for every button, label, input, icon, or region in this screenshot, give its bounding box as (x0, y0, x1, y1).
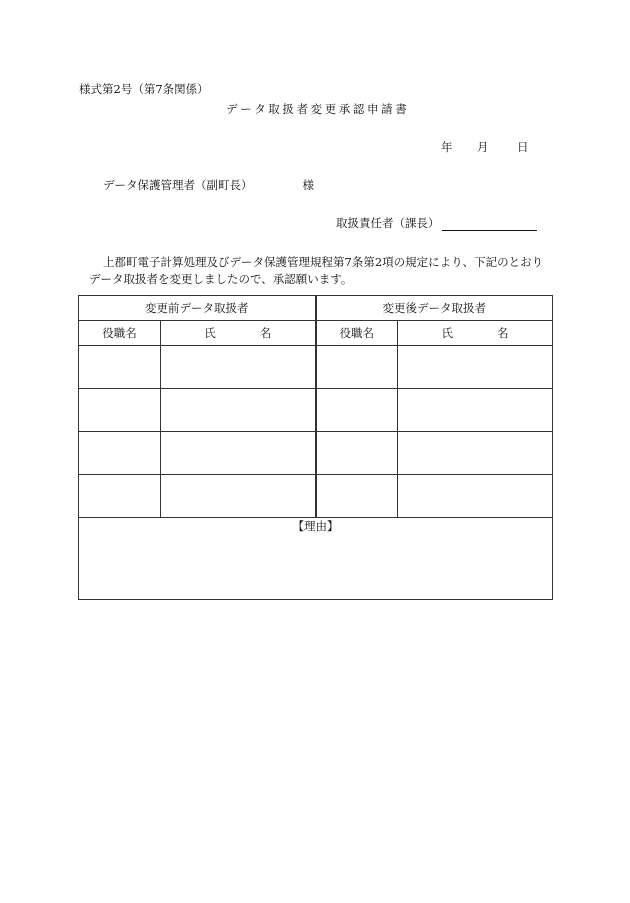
document-title: データ取扱者変更承認申請書 (226, 102, 410, 116)
reason-label: 【理由】 (292, 519, 339, 533)
before-position-cell[interactable] (79, 346, 161, 389)
after-name-cell[interactable] (398, 432, 553, 475)
table-subheader-row (79, 321, 553, 346)
after-name-header-first: 氏 (441, 326, 453, 340)
after-position-cell[interactable] (316, 475, 398, 518)
after-name-header (398, 321, 553, 346)
after-position-cell[interactable] (316, 432, 398, 475)
date-year-label: 年 (441, 140, 453, 154)
table-row (79, 346, 553, 389)
body-line-1: 上郡町電子計算処理及びデータ保護管理規程第7条第2項の規定により、下記のとおり (103, 255, 544, 269)
before-position-cell[interactable] (79, 389, 161, 432)
table-header-row (79, 296, 553, 321)
before-position-cell[interactable] (79, 432, 161, 475)
date-line (441, 139, 529, 155)
after-name-cell[interactable] (398, 346, 553, 389)
before-name-header (161, 321, 316, 346)
date-day-label: 日 (517, 140, 529, 154)
before-name-header-second: 名 (259, 326, 272, 340)
before-name-cell[interactable] (161, 346, 316, 389)
before-name-cell[interactable] (161, 389, 316, 432)
change-table (78, 295, 553, 600)
table-row (79, 475, 553, 518)
applicant-signature-line[interactable] (442, 218, 537, 231)
before-position-header: 役職名 (79, 321, 161, 346)
after-header: 変更後データ取扱者 (316, 296, 553, 321)
addressee-name: データ保護管理者（副町長） (103, 178, 253, 192)
before-position-cell[interactable] (79, 475, 161, 518)
table-row (79, 389, 553, 432)
before-name-header-first: 氏 (204, 326, 216, 340)
date-month-label: 月 (477, 140, 489, 154)
after-name-header-second: 名 (497, 326, 509, 340)
body-text (91, 254, 543, 288)
before-name-cell[interactable] (161, 475, 316, 518)
reason-row (79, 518, 553, 600)
addressee (103, 177, 314, 193)
reason-cell[interactable] (79, 518, 553, 600)
body-line-2: データ取扱者を変更しましたので、承認願います。 (89, 272, 353, 286)
applicant (336, 215, 537, 231)
table-row (79, 432, 553, 475)
after-position-header: 役職名 (316, 321, 398, 346)
after-position-cell[interactable] (316, 389, 398, 432)
after-name-cell[interactable] (398, 475, 553, 518)
after-name-cell[interactable] (398, 389, 553, 432)
before-name-cell[interactable] (161, 432, 316, 475)
before-header: 変更前データ取扱者 (79, 296, 316, 321)
form-number: 様式第2号（第7条関係） (79, 82, 209, 96)
applicant-label: 取扱責任者（課長） (336, 216, 440, 230)
after-position-cell[interactable] (316, 346, 398, 389)
addressee-suffix: 様 (302, 178, 314, 192)
